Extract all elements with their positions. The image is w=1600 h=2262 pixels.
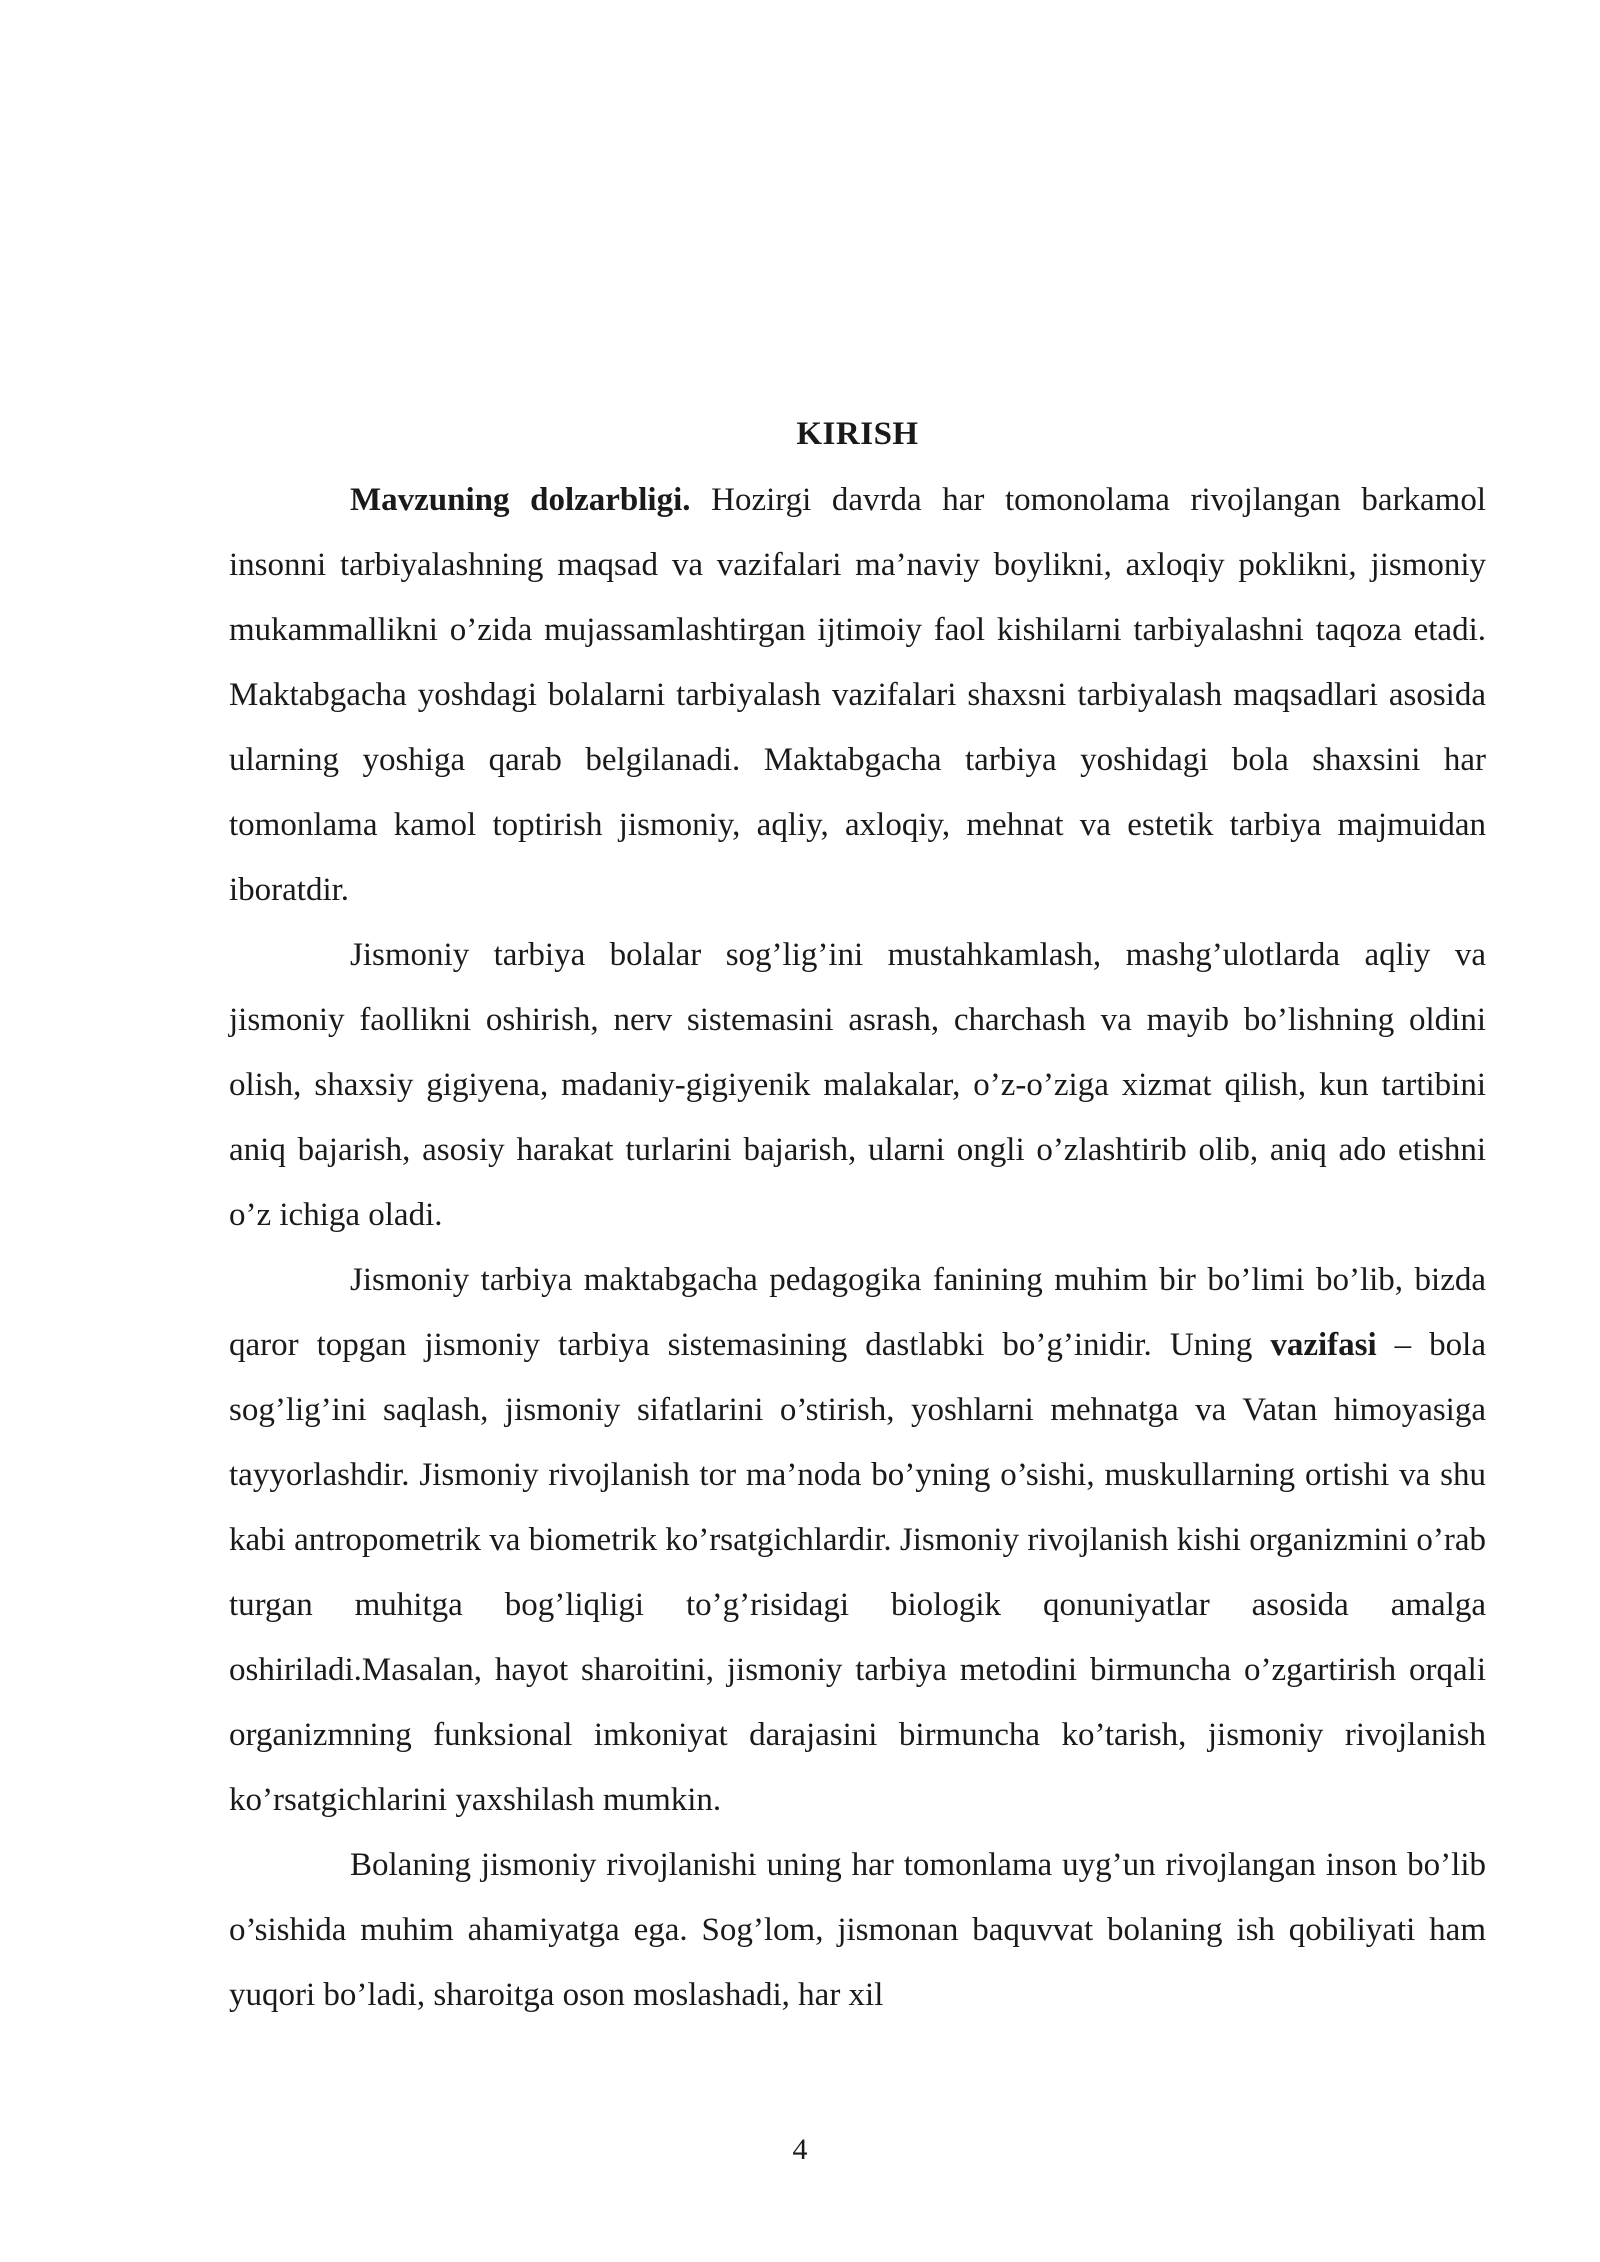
- relevance-text: Hozirgi davrda har tomonolama rivojlangan barkamol insonni tarbiyalashning maqsad va vazifalari ma’naviy boylikni, axloqiy poklikni, jismoniy mukammallikni o’zida mujassamlashtirgan ijtimoiy faol kishilarni tarbiyalashni taqoza etadi. Maktabgacha yoshdagi bolalarni tarbiyalash vazifalari shaxsni tarbiyalash maqsadlari asosida ularning yoshiga qarab belgilanadi. Maktabgacha tarbiya yoshidagi bola shaxsini har tomonlama kamol toptirish jismoniy, aqliy, axloqiy, mehnat va estetik tarbiya majmuidan iboratdir.: [229, 482, 1486, 908]
- page-number: 4: [792, 2133, 808, 2166]
- paragraph-tasks: [229, 1248, 1486, 1833]
- tasks-bold-term: vazifasi: [1270, 1327, 1377, 1363]
- relevance-heading: Mavzuning dolzarbligi.: [350, 482, 691, 518]
- section-title: KIRISH: [796, 416, 919, 452]
- tasks-text-after: – bola sog’lig’ini saqlash, jismoniy sifatlarini o’stirish, yoshlarni mehnatga va Vatan himoyasiga tayyorlashdir. Jismoniy rivojlanish tor ma’noda bo’yning o’sishi, muskullarning ortishi va shu kabi antropometrik va biometrik ko’rsatgichlardir. Jismoniy rivojlanish kishi organizmini o’rab turgan muhitga bog’liqligi to’g’risidagi biologik qonuniyatlar asosida amalga oshiriladi.Masalan, hayot sharoitini, jismoniy tarbiya metodini birmuncha o’zgartirish orqali organizmning funksional imkoniyat darajasini birmuncha ko’tarish, jismoniy rivojlanish ko’rsatgichlarini yaxshilash mumkin.: [229, 1327, 1486, 1818]
- paragraph-relevance: [229, 468, 1486, 923]
- tasks-text-before: Jismoniy tarbiya maktabgacha pedagogika fanining muhim bir bo’limi bo’lib, bizda qaror topgan jismoniy tarbiya sistemasining dastlabki bo’g’inidir. Uning: [229, 1262, 1486, 1363]
- paragraph-physical-education: Jismoniy tarbiya bolalar sog’lig’ini mustahkamlash, mashg’ulotlarda aqliy va jismoniy faollikni oshirish, nerv sistemasini asrash, charchash va mayib bo’lishning oldini olish, shaxsiy gigiyena, madaniy-gigiyenik malakalar, o’z-o’ziga xizmat qilish, kun tartibini aniq bajarish, asosiy harakat turlarini bajarish, ularni ongli o’zlashtirib olib, aniq ado etishni o’z ichiga oladi.: [229, 937, 1486, 1233]
- paragraph-development: Bolaning jismoniy rivojlanishi uning har tomonlama uyg’un rivojlangan inson bo’lib o’sishida muhim ahamiyatga ega. Sog’lom, jismonan baquvvat bolaning ish qobiliyati ham yuqori bo’ladi, sharoitga oson moslashadi, har xil: [229, 1847, 1486, 2013]
- page-body: [229, 408, 1486, 2028]
